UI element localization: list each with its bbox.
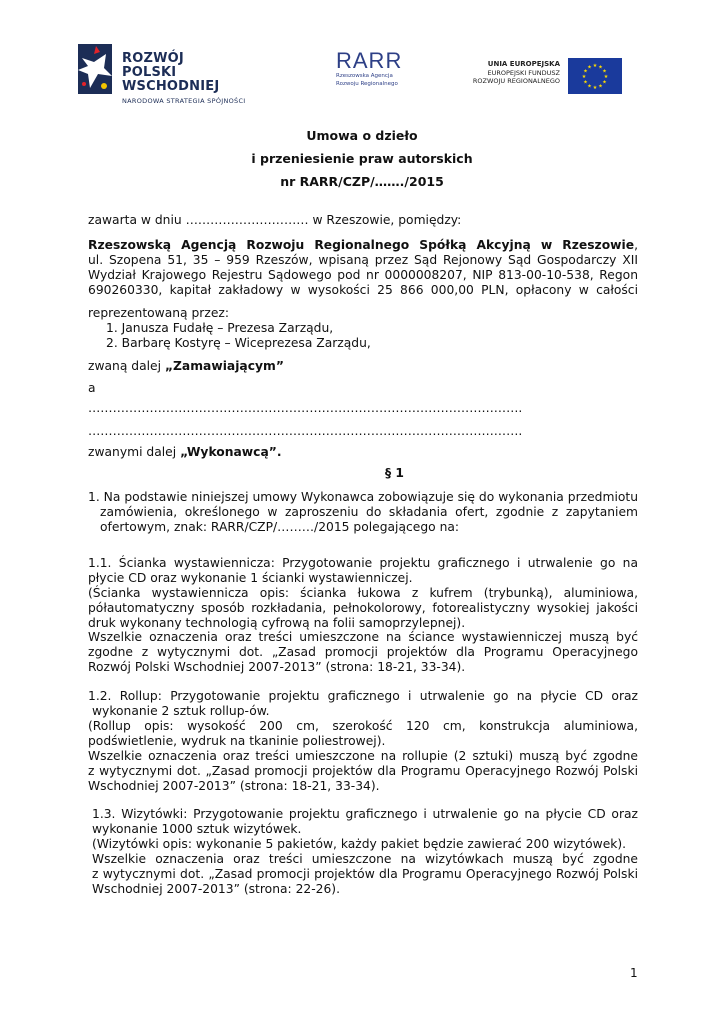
p13-line2: wykonanie 1000 sztuk wizytówek. xyxy=(92,822,302,836)
called-zamawiajacy xyxy=(88,359,284,374)
logo-rarr xyxy=(336,50,416,94)
eu-star-icon: ★ xyxy=(602,79,607,86)
p12-line4: podświetlenie, wydruk na tkaninie poliestrowej). xyxy=(88,734,386,748)
p11-line6: Wszelkie oznaczenia oraz treści umieszczone na ściance wystawienniczej muszą być xyxy=(88,630,638,644)
eu-flag-icon xyxy=(568,58,622,94)
doc-title-line2: i przeniesienie praw autorskich xyxy=(251,151,473,166)
eu-star-icon: ★ xyxy=(587,83,592,90)
party1-name: Rzeszowską Agencją Rozwoju Regionalnego Spółką Akcyjną w Rzeszowie xyxy=(88,238,635,252)
logo-left-line2: POLSKI WSCHODNIEJ xyxy=(122,65,220,94)
eu-line1: UNIA EUROPEJSKA xyxy=(487,60,560,68)
called1-bold: „Zamawiającym” xyxy=(164,359,284,373)
doc-title-line1: Umowa o dzieło xyxy=(306,128,418,143)
eu-star-icon: ★ xyxy=(592,85,598,91)
called1-prefix: zwaną dalej xyxy=(88,359,165,373)
p1-line2: zamówienia, określonego w zaproszeniu do składania ofert, zgodnie z zapytaniem xyxy=(100,505,638,519)
eu-star-icon: ★ xyxy=(583,79,588,86)
eu-star-icon: ★ xyxy=(602,68,607,75)
logo-eu xyxy=(466,58,622,94)
party1-comma: , xyxy=(634,238,638,252)
called2-bold: „Wykonawcą”. xyxy=(180,445,282,459)
p13-line6: Wschodniej 2007-2013” (strona: 22-26). xyxy=(92,882,341,896)
eu-star-icon: ★ xyxy=(598,83,603,90)
page-number: 1 xyxy=(630,966,638,980)
called-wykonawca xyxy=(88,445,282,460)
p1-line1: 1. Na podstawie niniejszej umowy Wykonawca zobowiązuje się do wykonania przedmiotu xyxy=(88,490,638,504)
p11-line3: (Ścianka wystawiennicza opis: ścianka łukowa z kufrem (trybunką), aluminiowa, xyxy=(88,586,638,600)
eu-line3: ROZWOJU REGIONALNEGO xyxy=(472,77,560,85)
p11-line5: druk wykonany technologią cyfrową na folii samoprzylepnej). xyxy=(88,616,466,630)
p13-line4: Wszelkie oznaczenia oraz treści umieszczone na wizytówkach muszą być zgodne xyxy=(92,852,638,866)
dots-line-2: ……………………………………………………………………………………………. xyxy=(88,424,523,438)
logo-left-line3: NARODOWA STRATEGIA SPÓJNOŚCI xyxy=(122,97,246,105)
doc-title-line3: nr RARR/CZP/……./2015 xyxy=(280,174,444,189)
representative-1: 1. Janusza Fudałę – Prezesa Zarządu, xyxy=(106,321,334,335)
p12-line6: z wytycznymi dot. „Zasad promocji projektów dla Programu Operacyjnego Rozwój Polski xyxy=(88,764,638,778)
p12-line7: Wschodniej 2007-2013” (strona: 18-21, 33-34). xyxy=(88,779,380,793)
p11-line2: płycie CD oraz wykonanie 1 ścianki wystawienniczej. xyxy=(88,571,413,585)
eu-star-icon: ★ xyxy=(581,74,587,80)
called2-prefix: zwanymi dalej xyxy=(88,445,181,459)
logo-rozwoj-polski-wschodniej xyxy=(74,40,274,105)
p11-line1: 1.1. Ścianka wystawiennicza: Przygotowanie projektu graficznego i utrwalenie go na xyxy=(88,556,638,570)
eu-star-icon: ★ xyxy=(603,74,609,80)
and-line: a xyxy=(88,381,96,395)
p13-line5: z wytycznymi dot. „Zasad promocji projektów dla Programu Operacyjnego Rozwój Polski xyxy=(92,867,638,881)
rozwoj-emblem-icon xyxy=(74,40,118,98)
party1-line2: ul. Szopena 51, 35 – 959 Rzeszów, wpisaną przez Sąd Rejonowy Sąd Gospodarczy XII xyxy=(88,253,638,267)
logo-left-line1: ROZWÓJ xyxy=(122,51,184,66)
p13-line1: 1.3. Wizytówki: Przygotowanie projektu graficznego i utrwalenie go na płycie CD oraz xyxy=(92,807,638,821)
section-1-heading: § 1 xyxy=(385,466,404,480)
party1-line4: 690260330, kapitał zakładowy w wysokości 25 866 000,00 PLN, opłacony w całości xyxy=(88,283,638,297)
eu-star-icon: ★ xyxy=(587,64,592,71)
eu-star-icon: ★ xyxy=(583,68,588,75)
intro-line: zawarta w dniu ………………………… w Rzeszowie, pomiędzy: xyxy=(88,213,462,227)
logo-rarr-sub1: Rzeszowska Agencja xyxy=(336,73,393,79)
party1-name-line xyxy=(88,238,638,253)
p1-line3: ofertowym, znak: RARR/CZP/………/2015 polegającego na: xyxy=(100,520,460,534)
p13-line3: (Wizytówki opis: wykonanie 5 pakietów, każdy pakiet będzie zawierać 200 wizytówek). xyxy=(92,837,627,851)
party1-line3: Wydział Krajowego Rejestru Sądowego pod nr 0000008207, NIP 813-00-10-538, Regon xyxy=(88,268,638,282)
eu-line2: EUROPEJSKI FUNDUSZ xyxy=(487,68,560,77)
p12-line3: (Rollup opis: wysokość 200 cm, szerokość 120 cm, konstrukcja aluminiowa, xyxy=(88,719,638,733)
p11-line7: zgodne z wytycznymi dot. „Zasad promocji projektów dla Programu Operacyjnego xyxy=(88,645,638,659)
eu-star-icon: ★ xyxy=(598,64,603,71)
dots-line-1: ……………………………………………………………………………………………. xyxy=(88,401,523,415)
p12-line1: 1.2. Rollup: Przygotowanie projektu graficznego i utrwalenie go na płycie CD oraz xyxy=(88,689,638,703)
logo-rarr-text: RARR xyxy=(336,48,403,73)
p11-line4: półautomatyczny sposób rozkładania, pełnokolorowy, fotorealistyczny wysokiej jakości xyxy=(88,601,638,615)
representative-2: 2. Barbarę Kostyrę – Wiceprezesa Zarządu, xyxy=(106,336,371,350)
p11-line8: Rozwój Polski Wschodniej 2007-2013” (strona: 18-21, 33-34). xyxy=(88,660,466,674)
represented-by: reprezentowaną przez: xyxy=(88,306,229,320)
logo-rarr-sub2: Rozwoju Regionalnego xyxy=(336,81,398,87)
p12-line5: Wszelkie oznaczenia oraz treści umieszczone na rollupie (2 sztuki) muszą być zgodne xyxy=(88,749,638,763)
p12-line2: wykonanie 2 sztuk rollup-ów. xyxy=(92,704,270,718)
eu-star-icon: ★ xyxy=(592,63,598,69)
